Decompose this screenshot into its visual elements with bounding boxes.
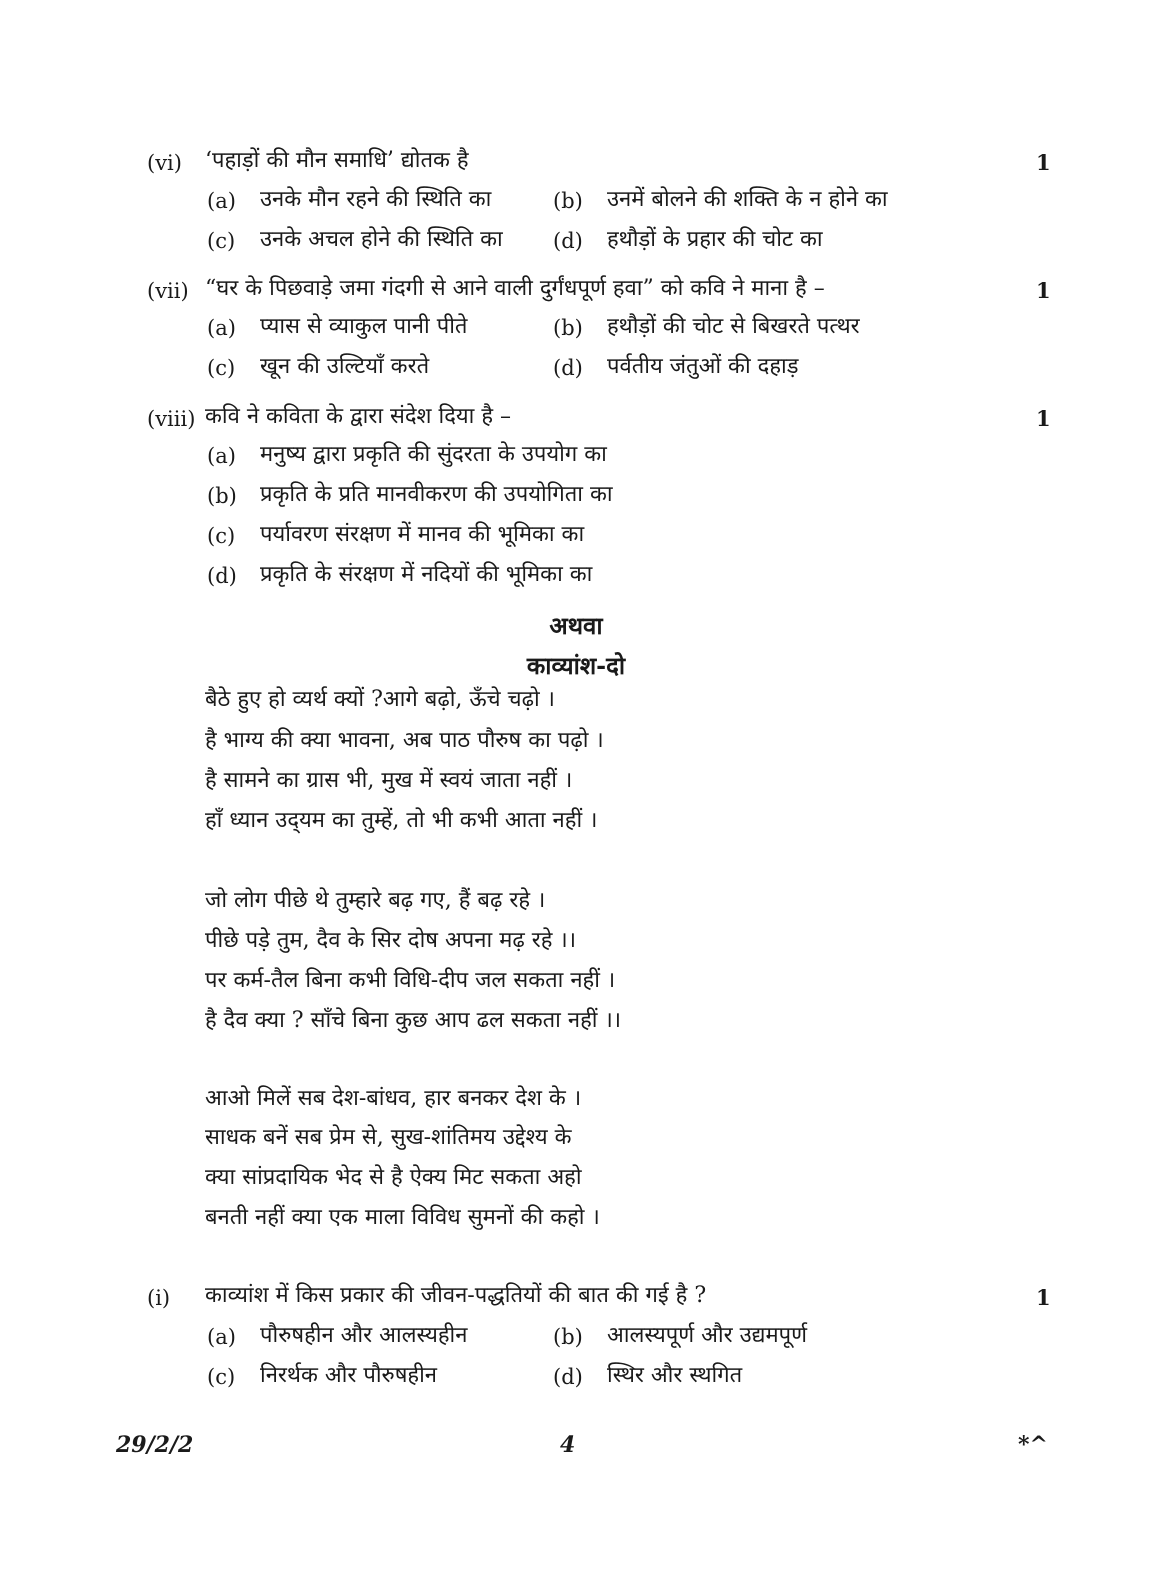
- question-text: कवि ने कविता के द्वारा संदेश दिया है –: [205, 404, 512, 429]
- question-number: (viii): [147, 407, 196, 431]
- question-marks: 1: [1036, 278, 1051, 303]
- option-text: पर्यावरण संरक्षण में मानव की भूमिका का: [260, 522, 585, 547]
- option-text: पौरुषहीन और आलस्यहीन: [260, 1323, 468, 1348]
- option-text: खून की उल्टियाँ करते: [260, 354, 430, 379]
- question-number: (vii): [147, 279, 189, 303]
- poem-line: पर कर्म-तैल बिना कभी विधि-दीप जल सकता नहीं ।: [205, 968, 616, 993]
- poem-line: पीछे पड़े तुम, दैव के सिर दोष अपना मढ़ रहे ।।: [205, 928, 577, 953]
- footer-mark: *^: [1018, 1432, 1048, 1458]
- option-text: स्थिर और स्थगित: [607, 1363, 743, 1388]
- option-label: (b): [553, 1325, 583, 1349]
- option-text: मनुष्य द्वारा प्रकृति की सुंदरता के उपयोग का: [260, 442, 607, 467]
- question-marks: 1: [1036, 1285, 1051, 1310]
- poem-line: है भाग्य की क्या भावना, अब पाठ पौरुष का पढ़ो ।: [205, 728, 604, 753]
- option-label: (a): [207, 189, 236, 213]
- option-text: हथौड़ों की चोट से बिखरते पत्थर: [607, 314, 860, 339]
- or-heading: अथवा: [549, 611, 603, 640]
- option-label: (a): [207, 1325, 236, 1349]
- option-text: उनके मौन रहने की स्थिति का: [260, 187, 492, 212]
- poem-line: बनती नहीं क्या एक माला विविध सुमनों की कहो ।: [205, 1205, 600, 1230]
- poem-line: है सामने का ग्रास भी, मुख में स्वयं जाता नहीं ।: [205, 768, 573, 793]
- page-number: 4: [560, 1432, 576, 1458]
- option-label: (d): [207, 564, 237, 588]
- section-heading: काव्यांश-दो: [526, 651, 626, 680]
- poem-line: आओ मिलें सब देश-बांधव, हार बनकर देश के ।: [205, 1086, 582, 1111]
- option-label: (c): [207, 524, 236, 548]
- option-label: (c): [207, 1365, 236, 1389]
- poem-line: हाँ ध्यान उद्‌यम का तुम्हें, तो भी कभी आता नहीं ।: [205, 808, 598, 833]
- question-text: ‘पहाड़ों की मौन समाधि’ द्योतक है: [205, 148, 469, 173]
- paper-code: 29/2/2: [116, 1432, 194, 1458]
- option-label: (a): [207, 316, 236, 340]
- poem-line: बैठे हुए हो व्यर्थ क्यों ?आगे बढ़ो, ऊँचे चढ़ो ।: [205, 687, 556, 712]
- option-label: (b): [553, 189, 583, 213]
- question-number: (vi): [147, 151, 182, 175]
- poem-line: साधक बनें सब प्रेम से, सुख-शांतिमय उद्देश्य के: [205, 1125, 572, 1150]
- option-text: प्रकृति के संरक्षण में नदियों की भूमिका का: [260, 562, 593, 587]
- option-label: (c): [207, 229, 236, 253]
- option-label: (c): [207, 356, 236, 380]
- option-label: (b): [553, 316, 583, 340]
- option-label: (d): [553, 229, 583, 253]
- option-label: (a): [207, 444, 236, 468]
- option-text: उनमें बोलने की शक्ति के न होने का: [607, 187, 888, 212]
- question-text: काव्यांश में किस प्रकार की जीवन-पद्धतियों की बात की गई है ?: [205, 1283, 707, 1308]
- option-label: (d): [553, 1365, 583, 1389]
- question-number: (i): [147, 1286, 171, 1310]
- poem-line: क्या सांप्रदायिक भेद से है ऐक्य मिट सकता अहो: [205, 1165, 582, 1190]
- option-label: (b): [207, 484, 237, 508]
- option-label: (d): [553, 356, 583, 380]
- poem-line: है दैव क्या ? साँचे बिना कुछ आप ढल सकता नहीं ।।: [205, 1008, 622, 1033]
- option-text: आलस्यपूर्ण और उद्यमपूर्ण: [607, 1323, 808, 1348]
- option-text: प्रकृति के प्रति मानवीकरण की उपयोगिता का: [260, 482, 613, 507]
- poem-line: जो लोग पीछे थे तुम्हारे बढ़ गए, हैं बढ़ रहे ।: [205, 888, 546, 913]
- option-text: हथौड़ों के प्रहार की चोट का: [607, 227, 823, 252]
- question-text: “घर के पिछवाड़े जमा गंदगी से आने वाली दुर्गंधपूर्ण हवा” को कवि ने माना है –: [205, 276, 825, 301]
- question-marks: 1: [1036, 150, 1051, 175]
- option-text: पर्वतीय जंतुओं की दहाड़: [607, 354, 799, 379]
- option-text: प्यास से व्याकुल पानी पीते: [260, 314, 468, 339]
- option-text: उनके अचल होने की स्थिति का: [260, 227, 503, 252]
- option-text: निरर्थक और पौरुषहीन: [260, 1363, 438, 1388]
- question-marks: 1: [1036, 406, 1051, 431]
